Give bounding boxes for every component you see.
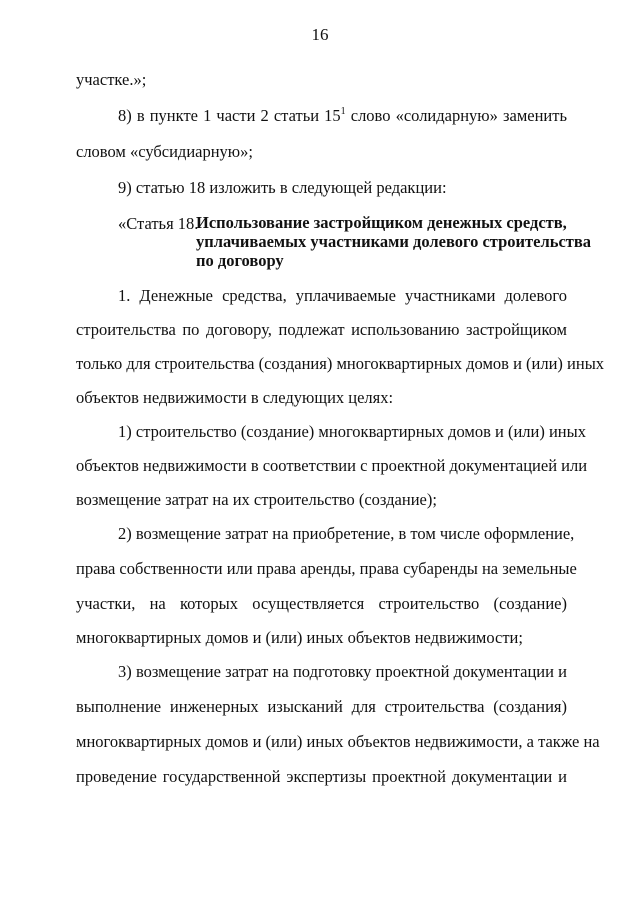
article-title-line: Использование застройщиком денежных средств, [196,213,567,232]
text-line: выполнение инженерных изысканий для строительства (создания) [76,697,567,716]
text-line: 9) статью 18 изложить в следующей редакции: [118,178,447,197]
text-line-amendment-8 [118,106,567,126]
text-line: объектов недвижимости в следующих целях: [76,388,394,407]
text-line: словом «субсидиарную»; [76,142,253,161]
text-line: участки, на которых осуществляется строительство (создание) [76,594,567,613]
text-line: 3) возмещение затрат на подготовку проектной документации и [118,662,567,681]
text-line: только для строительства (создания) многоквартирных домов и (или) иных [76,354,605,373]
text-line: возмещение затрат на их строительство (создание); [76,490,437,509]
text-line: 2) возмещение затрат на приобретение, в том числе оформление, [118,524,575,543]
article-label: «Статья 18. [118,214,199,233]
text-line: участке.»; [76,70,147,89]
page-number: 16 [311,25,329,44]
text-line: объектов недвижимости в соответствии с проектной документацией или [76,456,588,475]
text-fragment: 8) в пункте 1 части 2 статьи 15 [118,106,341,125]
text-line: 1) строительство (создание) многоквартирных домов и (или) иных [118,422,586,441]
superscript: 1 [340,105,346,117]
article-title-line: по договору [196,251,284,270]
text-line: права собственности или права аренды, права субаренды на земельные [76,559,577,578]
text-line: строительства по договору, подлежат использованию застройщиком [76,320,567,339]
article-title-line: уплачиваемых участниками долевого строительства [196,232,592,251]
text-line: 1. Денежные средства, уплачиваемые участниками долевого [118,286,567,305]
text-line: многоквартирных домов и (или) иных объектов недвижимости; [76,628,523,647]
text-fragment: слово «солидарную» заменить [345,106,567,125]
text-line: проведение государственной экспертизы проектной документации и [76,767,567,786]
text-line: многоквартирных домов и (или) иных объектов недвижимости, а также на [76,732,600,751]
